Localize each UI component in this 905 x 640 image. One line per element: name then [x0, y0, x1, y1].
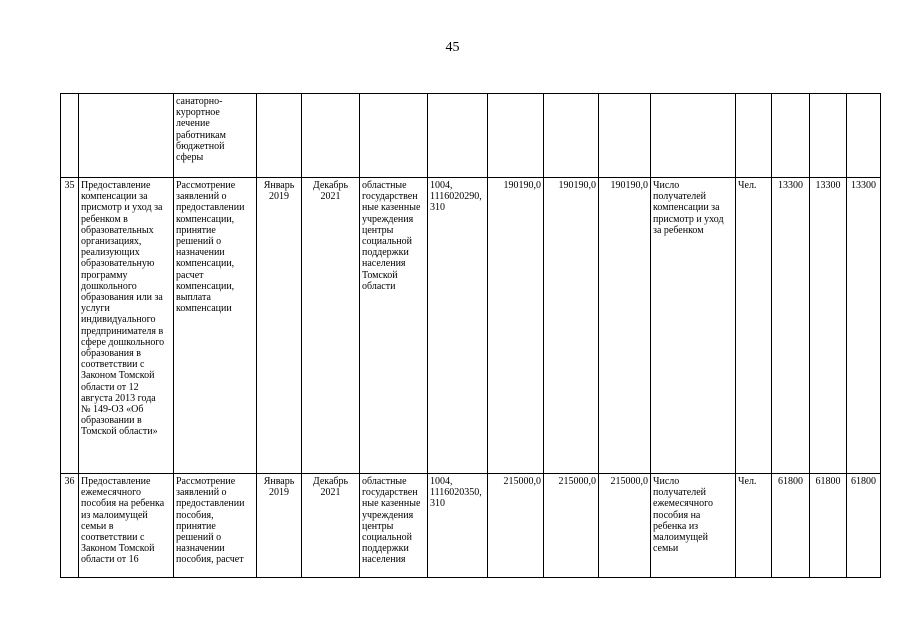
cell-name	[79, 94, 174, 178]
cell-kbk: 1004, 1116020290, 310	[428, 178, 488, 474]
cell-start	[257, 94, 302, 178]
cell-end	[302, 94, 360, 178]
cell-value-1: 215000,0	[488, 474, 544, 578]
cell-num: 36	[61, 474, 79, 578]
cell-indicator-value-2: 13300	[810, 178, 847, 474]
cell-value-3: 215000,0	[599, 474, 651, 578]
cell-indicator-value-2: 61800	[810, 474, 847, 578]
program-table	[60, 93, 881, 578]
cell-unit	[736, 94, 772, 178]
cell-value-3: 190190,0	[599, 178, 651, 474]
cell-activity: санаторно- курортное лечение работникам бюджетной сферы	[174, 94, 257, 178]
cell-value-2: 215000,0	[544, 474, 599, 578]
cell-indicator-value-1	[772, 94, 810, 178]
cell-kbk	[428, 94, 488, 178]
cell-name: Предоставление компенсации за присмотр и уход за ребенком в образовательных организациях, реализующих образовательную программу дошкольного образования или за услуги индивидуального предпринимателя в сфере дошкольного образования в соответствии с Законом Томской области от 12 августа 2013 года № 149-ОЗ «Об образовании в Томской области»	[79, 178, 174, 474]
cell-indicator: Число получателей компенсации за присмотр и уход за ребенком	[651, 178, 736, 474]
cell-end: Декабрь 2021	[302, 178, 360, 474]
cell-num: 35	[61, 178, 79, 474]
cell-value-2	[544, 94, 599, 178]
cell-start: Январь 2019	[257, 178, 302, 474]
cell-executor	[360, 94, 428, 178]
cell-value-1: 190190,0	[488, 178, 544, 474]
table-row-36	[61, 474, 881, 578]
cell-name: Предоставление ежемесячного пособия на ребенка из малоимущей семьи в соответствии с Законом Томской области от 16	[79, 474, 174, 578]
cell-indicator-value-3	[847, 94, 881, 178]
cell-num	[61, 94, 79, 178]
cell-indicator-value-3: 61800	[847, 474, 881, 578]
table-row-continuation	[61, 94, 881, 178]
cell-executor: областные государствен ные казенные учреждения центры социальной поддержки населения	[360, 474, 428, 578]
cell-indicator-value-3: 13300	[847, 178, 881, 474]
cell-indicator-value-2	[810, 94, 847, 178]
cell-activity: Рассмотрение заявлений о предоставлении пособия, принятие решений о назначении пособия, расчет	[174, 474, 257, 578]
table-row-35	[61, 178, 881, 474]
cell-unit: Чел.	[736, 474, 772, 578]
cell-end: Декабрь 2021	[302, 474, 360, 578]
cell-value-2: 190190,0	[544, 178, 599, 474]
cell-unit: Чел.	[736, 178, 772, 474]
cell-activity: Рассмотрение заявлений о предоставлении компенсации, принятие решений о назначении компенсации, расчет компенсации, выплата компенсации	[174, 178, 257, 474]
cell-start: Январь 2019	[257, 474, 302, 578]
cell-indicator-value-1: 13300	[772, 178, 810, 474]
cell-indicator: Число получателей ежемесячного пособия на ребенка из малоимущей семьи	[651, 474, 736, 578]
cell-indicator	[651, 94, 736, 178]
cell-indicator-value-1: 61800	[772, 474, 810, 578]
cell-value-1	[488, 94, 544, 178]
cell-kbk: 1004, 1116020350, 310	[428, 474, 488, 578]
page-number: 45	[445, 40, 460, 55]
cell-value-3	[599, 94, 651, 178]
cell-executor: областные государствен ные казенные учреждения центры социальной поддержки населения Томской области	[360, 178, 428, 474]
